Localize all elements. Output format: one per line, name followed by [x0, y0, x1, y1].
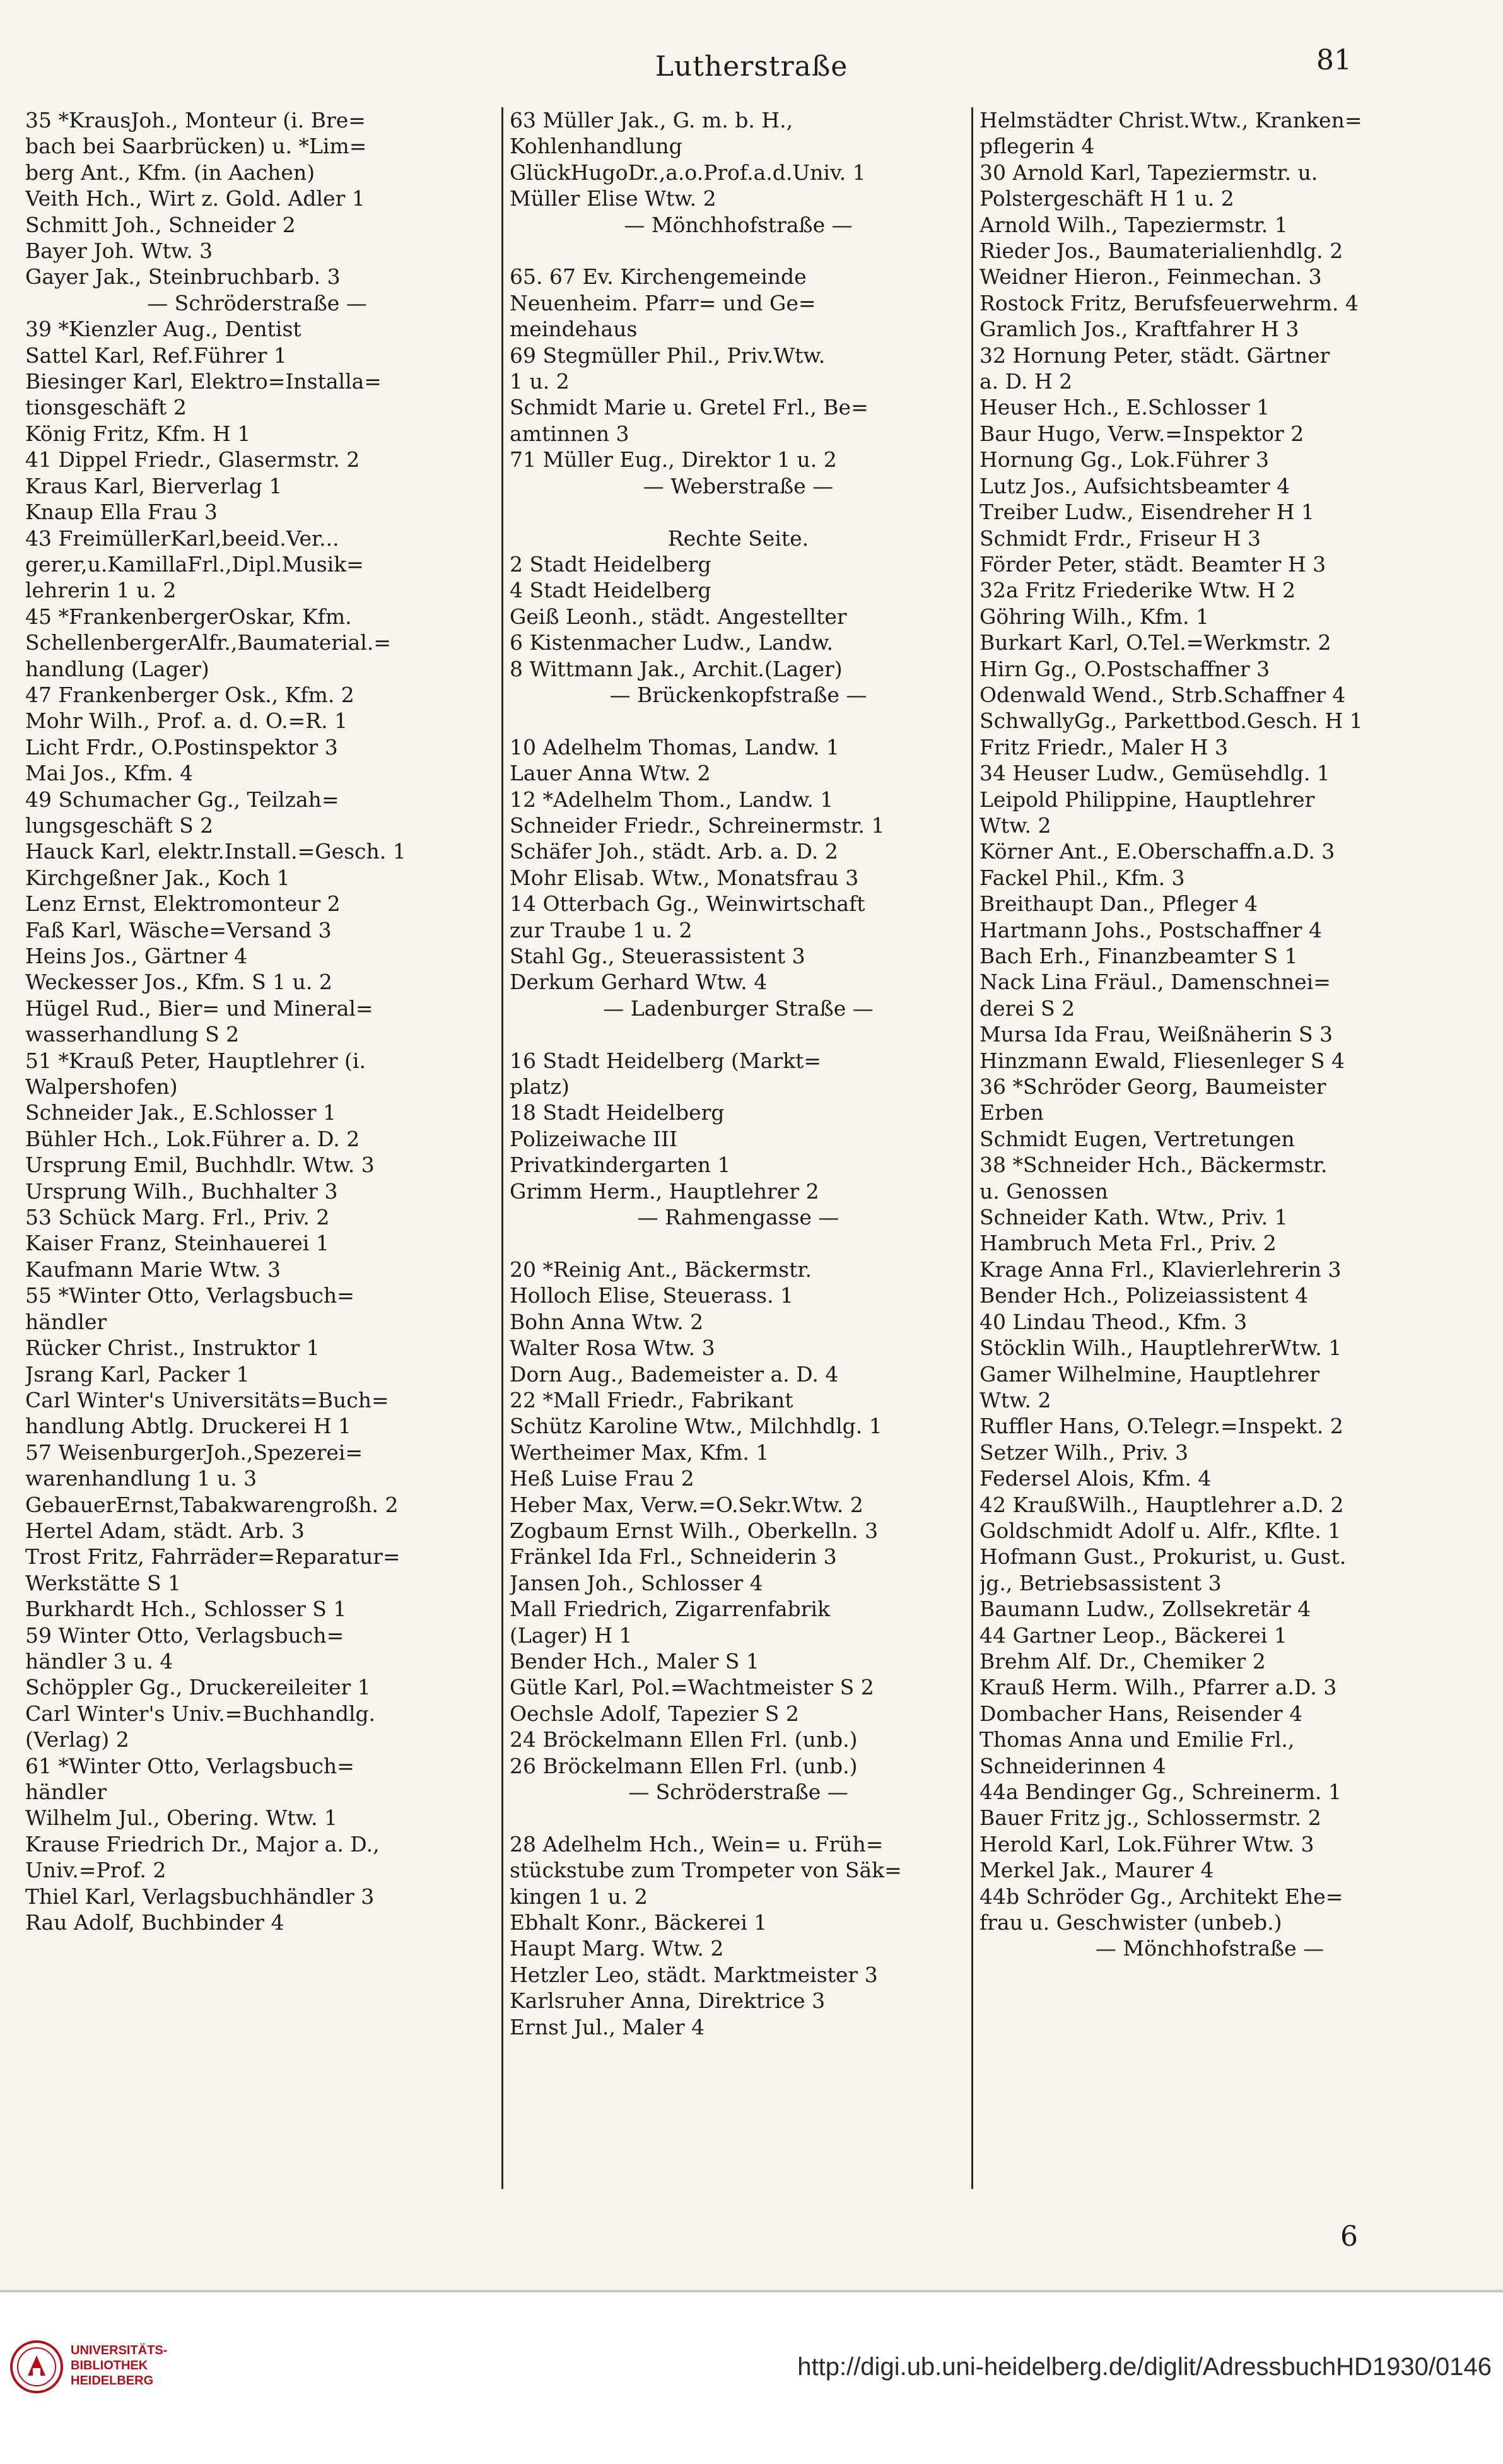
directory-entry: 40 Lindau Theod., Kfm. 3 — [980, 1309, 1248, 1334]
directory-entry: Wtw. 2 — [980, 1387, 1051, 1412]
directory-entry: Heuser Hch., E.Schlosser 1 — [980, 395, 1270, 420]
directory-entry: Burkart Karl, O.Tel.=Werkmstr. 2 — [980, 630, 1331, 655]
directory-entry: Wilhelm Jul., Obering. Wtw. 1 — [25, 1805, 337, 1831]
directory-entry: 18 Stadt Heidelberg — [510, 1100, 725, 1125]
directory-entry: Werkstätte S 1 — [25, 1570, 182, 1595]
directory-entry: Förder Peter, städt. Beamter H 3 — [980, 551, 1326, 577]
directory-entry: warenhandlung 1 u. 3 — [25, 1466, 257, 1491]
directory-entry: 30 Arnold Karl, Tapeziermstr. u. — [980, 160, 1318, 185]
directory-entry: pflegerin 4 — [980, 134, 1095, 159]
street-heading: — Mönchhofstraße — — [1095, 1936, 1325, 1961]
directory-entry: Leipold Philippine, Hauptlehrer — [980, 787, 1315, 812]
directory-entry: Geiß Leonh., städt. Angestellter — [510, 604, 847, 629]
directory-entry: Neuenheim. Pfarr= und Ge= — [510, 290, 816, 315]
directory-entry: 32 Hornung Peter, städt. Gärtner — [980, 343, 1330, 368]
directory-entry: Carl Winter's Universitäts=Buch= — [25, 1387, 389, 1412]
directory-entry: Lenz Ernst, Elektromonteur 2 — [25, 891, 341, 917]
directory-entry: Mohr Wilh., Prof. a. d. O.=R. 1 — [25, 708, 348, 734]
directory-entry: 12 *Adelhelm Thom., Landw. 1 — [510, 787, 834, 812]
directory-entry: Polizeiwache III — [510, 1126, 678, 1151]
directory-entry: König Fritz, Kfm. H 1 — [25, 421, 251, 446]
directory-entry: Fritz Friedr., Maler H 3 — [980, 734, 1228, 760]
directory-entry: 65. 67 Ev. Kirchengemeinde — [510, 264, 807, 290]
directory-entry: Ursprung Wilh., Buchhalter 3 — [25, 1178, 338, 1204]
street-heading: — Schröderstraße — — [628, 1780, 848, 1804]
directory-entry: 38 *Schneider Hch., Bäckermstr. — [980, 1153, 1328, 1178]
street-heading: — Brückenkopfstraße — — [609, 682, 867, 707]
directory-entry: 63 Müller Jak., G. m. b. H., — [510, 108, 793, 132]
directory-entry: 32a Fritz Friederike Wtw. H 2 — [980, 578, 1296, 603]
directory-entry: Hartmann Johs., Postschaffner 4 — [980, 917, 1322, 942]
directory-entry: Oechsle Adolf, Tapezier S 2 — [510, 1701, 799, 1726]
directory-entry: Rücker Christ., Instruktor 1 — [25, 1335, 320, 1361]
directory-entry: Schneider Friedr., Schreinermstr. 1 — [510, 813, 885, 838]
directory-entry: 49 Schumacher Gg., Teilzah= — [25, 787, 339, 812]
directory-entry: 39 *Kienzler Aug., Dentist — [25, 317, 301, 342]
directory-entry: Ernst Jul., Maler 4 — [510, 2014, 705, 2039]
directory-entry: kingen 1 u. 2 — [510, 1884, 648, 1909]
directory-entry: Hambruch Meta Frl., Priv. 2 — [980, 1231, 1277, 1256]
directory-column-middle — [501, 107, 967, 2189]
directory-entry: 69 Stegmüller Phil., Priv.Wtw. — [510, 343, 826, 368]
directory-entry: Baur Hugo, Verw.=Inspektor 2 — [980, 421, 1304, 446]
page-number: 81 — [1316, 44, 1352, 76]
directory-entry: Grimm Herm., Hauptlehrer 2 — [510, 1178, 819, 1204]
directory-entry: 2 Stadt Heidelberg — [510, 551, 711, 577]
directory-entry: Schmidt Marie u. Gretel Frl., Be= — [510, 395, 868, 420]
directory-entry: 51 *Krauß Peter, Hauptlehrer (i. — [25, 1048, 366, 1073]
directory-entry: derei S 2 — [980, 995, 1075, 1021]
directory-entry: gerer,u.KamillaFrl.,Dipl.Musik= — [25, 551, 364, 577]
directory-entry: Thomas Anna und Emilie Frl., — [980, 1727, 1295, 1752]
directory-entry: Holloch Elise, Steuerass. 1 — [510, 1283, 793, 1308]
directory-entry: Lauer Anna Wtw. 2 — [510, 761, 711, 786]
directory-entry: u. Genossen — [980, 1178, 1108, 1204]
directory-entry: Knaup Ella Frau 3 — [25, 500, 218, 525]
directory-entry: Dombacher Hans, Reisender 4 — [980, 1701, 1303, 1726]
directory-entry: Lutz Jos., Aufsichtsbeamter 4 — [980, 473, 1290, 498]
directory-entry: 55 *Winter Otto, Verlagsbuch= — [25, 1283, 354, 1308]
directory-entry: Treiber Ludw., Eisendreher H 1 — [980, 500, 1314, 525]
directory-entry: 24 Bröckelmann Ellen Frl. (unb.) — [510, 1727, 858, 1752]
directory-entry: Heins Jos., Gärtner 4 — [25, 944, 248, 968]
directory-entry: Rieder Jos., Baumaterialienhdlg. 2 — [980, 238, 1343, 264]
directory-entry: lehrerin 1 u. 2 — [25, 578, 177, 603]
digitization-url-link[interactable]: http://digi.ub.uni-heidelberg.de/diglit/AdressbuchHD1930/0146 — [797, 2353, 1492, 2381]
directory-entry: Rostock Fritz, Berufsfeuerwehrm. 4 — [980, 290, 1359, 315]
directory-entry: Bohn Anna Wtw. 2 — [510, 1309, 704, 1334]
directory-entry: jg., Betriebsassistent 3 — [980, 1570, 1222, 1595]
directory-entry: 44a Bendinger Gg., Schreinerm. 1 — [980, 1780, 1342, 1804]
directory-entry: Bender Hch., Maler S 1 — [510, 1648, 759, 1674]
directory-entry: Gamer Wilhelmine, Hauptlehrer — [980, 1361, 1320, 1387]
directory-entry: 41 Dippel Friedr., Glasermstr. 2 — [25, 447, 360, 472]
directory-entry: Brehm Alf. Dr., Chemiker 2 — [980, 1648, 1266, 1674]
directory-entry: Fränkel Ida Frl., Schneiderin 3 — [510, 1544, 837, 1569]
street-heading: — Schröderstraße — — [147, 290, 367, 315]
directory-entry: Setzer Wilh., Priv. 3 — [980, 1440, 1188, 1465]
directory-entry: 14 Otterbach Gg., Weinwirtschaft — [510, 891, 865, 917]
directory-entry: a. D. H 2 — [980, 369, 1073, 394]
directory-entry: Univ.=Prof. 2 — [25, 1858, 167, 1883]
directory-entry: Heber Max, Verw.=O.Sekr.Wtw. 2 — [510, 1492, 863, 1517]
directory-entry: Schmidt Eugen, Vertretungen — [980, 1126, 1295, 1151]
directory-entry: bach bei Saarbrücken) u. *Lim= — [25, 134, 367, 159]
running-title: Lutherstraße — [655, 50, 848, 83]
directory-entry: Hornung Gg., Lok.Führer 3 — [980, 447, 1269, 472]
directory-entry: Kraus Karl, Bierverlag 1 — [25, 473, 283, 498]
directory-entry: Thiel Karl, Verlagsbuchhändler 3 — [25, 1884, 375, 1909]
directory-entry: 28 Adelhelm Hch., Wein= u. Früh= — [510, 1831, 884, 1857]
directory-entry: Herold Karl, Lok.Führer Wtw. 3 — [980, 1831, 1314, 1857]
directory-entry: Hetzler Leo, städt. Marktmeister 3 — [510, 1962, 878, 1987]
directory-entry: Trost Fritz, Fahrräder=Reparatur= — [25, 1544, 401, 1569]
directory-entry: Körner Ant., E.Oberschaffn.a.D. 3 — [980, 839, 1335, 864]
directory-entry: 8 Wittmann Jak., Archit.(Lager) — [510, 656, 843, 681]
directory-entry: tionsgeschäft 2 — [25, 395, 187, 420]
directory-entry: Jsrang Karl, Packer 1 — [25, 1361, 250, 1387]
directory-entry: Rau Adolf, Buchbinder 4 — [25, 1910, 284, 1935]
directory-entry: Weidner Hieron., Feinmechan. 3 — [980, 264, 1322, 290]
directory-columns — [25, 107, 1438, 2189]
directory-entry: Privatkindergarten 1 — [510, 1153, 731, 1178]
directory-column-left — [25, 107, 489, 2189]
directory-entry: Bayer Joh. Wtw. 3 — [25, 238, 213, 264]
directory-entry: Biesinger Karl, Elektro=Installa= — [25, 369, 382, 394]
directory-entry: Ruffler Hans, O.Telegr.=Inspekt. 2 — [980, 1414, 1343, 1439]
sheet-signature-number: 6 — [1340, 2221, 1358, 2253]
directory-entry: 53 Schück Marg. Frl., Priv. 2 — [25, 1205, 330, 1230]
directory-entry: platz) — [510, 1074, 570, 1100]
directory-entry: Müller Elise Wtw. 2 — [510, 186, 716, 211]
street-heading: — Rahmengasse — — [637, 1205, 839, 1230]
directory-entry: Federsel Alois, Kfm. 4 — [980, 1466, 1212, 1491]
directory-entry: SchwallyGg., Parkettbod.Gesch. H 1 — [980, 708, 1363, 734]
directory-entry: 6 Kistenmacher Ludw., Landw. — [510, 630, 834, 655]
directory-entry: Sattel Karl, Ref.Führer 1 — [25, 343, 287, 368]
directory-entry: Ebhalt Konr., Bäckerei 1 — [510, 1910, 768, 1935]
directory-entry: Karlsruher Anna, Direktrice 3 — [510, 1988, 826, 2014]
directory-entry: Schmidt Frdr., Friseur H 3 — [980, 525, 1261, 551]
directory-entry: Haupt Marg. Wtw. 2 — [510, 1936, 724, 1961]
directory-entry: Odenwald Wend., Strb.Schaffner 4 — [980, 682, 1346, 707]
directory-entry: 16 Stadt Heidelberg (Markt= — [510, 1048, 822, 1073]
directory-entry: 47 Frankenberger Osk., Kfm. 2 — [25, 682, 354, 707]
directory-entry: Kohlenhandlung — [510, 134, 682, 159]
directory-entry: Kaiser Franz, Steinhauerei 1 — [25, 1231, 329, 1256]
directory-entry: Hügel Rud., Bier= und Mineral= — [25, 995, 373, 1021]
directory-entry: Helmstädter Christ.Wtw., Kranken= — [980, 108, 1362, 132]
directory-entry: Baumann Ludw., Zollsekretär 4 — [980, 1597, 1311, 1622]
directory-entry: 43 FreimüllerKarl,beeid.Ver... — [25, 525, 339, 551]
directory-entry: Wtw. 2 — [980, 813, 1051, 838]
directory-entry: Breithaupt Dan., Pfleger 4 — [980, 891, 1258, 917]
directory-entry: Schneider Kath. Wtw., Priv. 1 — [980, 1205, 1288, 1230]
directory-entry: lungsgeschäft S 2 — [25, 813, 214, 838]
directory-entry: Schneider Jak., E.Schlosser 1 — [25, 1100, 336, 1125]
directory-entry — [510, 708, 967, 734]
directory-entry: Stöcklin Wilh., HauptlehrerWtw. 1 — [980, 1335, 1342, 1361]
directory-entry: Hofmann Gust., Prokurist, u. Gust. — [980, 1544, 1347, 1569]
directory-entry: meindehaus — [510, 317, 638, 342]
directory-entry: 1 u. 2 — [510, 369, 570, 394]
directory-entry: handlung Abtlg. Druckerei H 1 — [25, 1414, 351, 1439]
directory-entry: Mursa Ida Frau, Weißnäherin S 3 — [980, 1022, 1333, 1047]
directory-entry: Hertel Adam, städt. Arb. 3 — [25, 1518, 305, 1543]
directory-entry: Derkum Gerhard Wtw. 4 — [510, 970, 768, 995]
directory-entry: Dorn Aug., Bademeister a. D. 4 — [510, 1361, 839, 1387]
directory-entry: 36 *Schröder Georg, Baumeister — [980, 1074, 1326, 1100]
directory-entry: Licht Frdr., O.Postinspektor 3 — [25, 734, 338, 760]
directory-entry: Weckesser Jos., Kfm. S 1 u. 2 — [25, 970, 332, 995]
directory-entry: 10 Adelhelm Thomas, Landw. 1 — [510, 734, 839, 760]
directory-entry: Hauck Karl, elektr.Install.=Gesch. 1 — [25, 839, 406, 864]
directory-entry: händler — [25, 1780, 107, 1804]
directory-entry: Erben — [980, 1100, 1044, 1125]
directory-entry: 44 Gartner Leop., Bäckerei 1 — [980, 1622, 1287, 1648]
directory-entry: 22 *Mall Friedr., Fabrikant — [510, 1387, 793, 1412]
directory-entry: berg Ant., Kfm. (in Aachen) — [25, 160, 315, 185]
directory-entry: Goldschmidt Adolf u. Alfr., Kfltе. 1 — [980, 1518, 1342, 1543]
directory-entry: Walpershofen) — [25, 1074, 178, 1100]
directory-entry: Nack Lina Fräul., Damenschnei= — [980, 970, 1331, 995]
directory-entry: 42 KraußWilh., Hauptlehrer a.D. 2 — [980, 1492, 1344, 1517]
directory-entry: Krause Friedrich Dr., Major a. D., — [25, 1831, 380, 1857]
directory-entry: GlückHugoDr.,a.o.Prof.a.d.Univ. 1 — [510, 160, 866, 185]
directory-entry: 20 *Reinig Ant., Bäckermstr. — [510, 1257, 812, 1282]
directory-entry: Burkhardt Hch., Schlosser S 1 — [25, 1597, 347, 1622]
directory-entry: 61 *Winter Otto, Verlagsbuch= — [25, 1753, 354, 1778]
directory-entry: GebauerErnst,Tabakwarengroßh. 2 — [25, 1492, 399, 1517]
directory-entry — [510, 1805, 967, 1831]
directory-entry: Faß Karl, Wäsche=Versand 3 — [25, 917, 332, 942]
directory-entry: stückstube zum Trompeter von Säk= — [510, 1858, 902, 1883]
footer-divider — [0, 2290, 1503, 2292]
directory-entry: Stahl Gg., Steuerassistent 3 — [510, 944, 805, 968]
directory-entry: Gramlich Jos., Kraftfahrer H 3 — [980, 317, 1299, 342]
directory-entry — [510, 1230, 967, 1256]
directory-entry: Bühler Hch., Lok.Führer a. D. 2 — [25, 1126, 360, 1151]
directory-entry: Carl Winter's Univ.=Buchhandlg. — [25, 1701, 376, 1726]
directory-entry: zur Traube 1 u. 2 — [510, 917, 693, 942]
directory-entry: Mai Jos., Kfm. 4 — [25, 761, 194, 786]
street-heading: — Mönchhofstraße — — [624, 212, 853, 237]
directory-entry: Schmitt Joh., Schneider 2 — [25, 212, 296, 237]
directory-entry: Walter Rosa Wtw. 3 — [510, 1335, 715, 1361]
directory-entry: Heß Luise Frau 2 — [510, 1466, 694, 1491]
directory-entry: 34 Heuser Ludw., Gemüsehdlg. 1 — [980, 761, 1330, 786]
directory-entry: Jansen Joh., Schlosser 4 — [510, 1570, 763, 1595]
directory-entry: händler — [25, 1309, 107, 1334]
directory-entry: 71 Müller Eug., Direktor 1 u. 2 — [510, 447, 837, 472]
directory-entry: Mall Friedrich, Zigarrenfabrik — [510, 1597, 830, 1622]
directory-entry: Polstergeschäft H 1 u. 2 — [980, 186, 1234, 211]
directory-entry: Schütz Karoline Wtw., Milchhdlg. 1 — [510, 1414, 882, 1439]
directory-entry: amtinnen 3 — [510, 421, 629, 446]
directory-entry: Wertheimer Max, Kfm. 1 — [510, 1440, 769, 1465]
directory-entry: Bauer Fritz jg., Schlossermstr. 2 — [980, 1805, 1321, 1831]
directory-entry: Arnold Wilh., Tapeziermstr. 1 — [980, 212, 1288, 237]
directory-entry: Mohr Elisab. Wtw., Monatsfrau 3 — [510, 865, 859, 890]
directory-entry: 45 *FrankenbergerOskar, Kfm. — [25, 604, 352, 629]
directory-entry: Krage Anna Frl., Klavierlehrerin 3 — [980, 1257, 1342, 1282]
directory-entry: Rechte Seite. — [667, 525, 809, 551]
directory-entry: Gütle Karl, Pol.=Wachtmeister S 2 — [510, 1675, 874, 1700]
directory-entry — [510, 1021, 967, 1047]
directory-entry: Schöppler Gg., Druckereileiter 1 — [25, 1675, 371, 1700]
directory-entry: SchellenbergerAlfr.,Baumaterial.= — [25, 630, 391, 655]
directory-column-right — [971, 107, 1440, 2189]
university-library-seal-icon — [9, 2339, 64, 2395]
directory-entry: Kaufmann Marie Wtw. 3 — [25, 1257, 281, 1282]
directory-entry: Merkel Jak., Maurer 4 — [980, 1858, 1214, 1883]
directory-entry: frau u. Geschwister (unbeb.) — [980, 1910, 1282, 1935]
directory-entry: Veith Hch., Wirt z. Gold. Adler 1 — [25, 186, 365, 211]
directory-entry: (Verlag) 2 — [25, 1727, 129, 1752]
directory-entry: Göhring Wilh., Kfm. 1 — [980, 604, 1209, 629]
directory-entry: Hirn Gg., O.Postschaffner 3 — [980, 656, 1270, 681]
directory-entry: Zogbaum Ernst Wilh., Oberkelln. 3 — [510, 1518, 879, 1543]
directory-entry: handlung (Lager) — [25, 656, 209, 681]
directory-entry: Hinzmann Ewald, Fliesenleger S 4 — [980, 1048, 1345, 1073]
directory-entry: Schäfer Joh., städt. Arb. a. D. 2 — [510, 839, 838, 864]
directory-entry: Krauß Herm. Wilh., Pfarrer a.D. 3 — [980, 1675, 1337, 1700]
directory-entry: 35 *KrausJoh., Monteur (i. Bre= — [25, 108, 366, 132]
directory-entry: 59 Winter Otto, Verlagsbuch= — [25, 1622, 344, 1648]
directory-entry: Ursprung Emil, Buchhdlr. Wtw. 3 — [25, 1153, 375, 1178]
page-header — [0, 38, 1503, 95]
directory-entry: 4 Stadt Heidelberg — [510, 578, 711, 603]
library-logo-text: UNIVERSITÄTS- BIBLIOTHEK HEIDELBERG — [71, 2344, 168, 2388]
directory-entry: 44b Schröder Gg., Architekt Ehe= — [980, 1884, 1343, 1909]
digitization-footer — [0, 2290, 1503, 2464]
street-heading: — Weberstraße — — [643, 473, 834, 498]
street-heading: — Ladenburger Straße — — [603, 995, 874, 1021]
directory-entry: händler 3 u. 4 — [25, 1648, 173, 1674]
directory-entry — [510, 238, 967, 264]
directory-entry: (Lager) H 1 — [510, 1622, 633, 1648]
directory-entry: Schneiderinnen 4 — [980, 1753, 1166, 1778]
directory-entry: Fackel Phil., Kfm. 3 — [980, 865, 1185, 890]
directory-entry: Bach Erh., Finanzbeamter S 1 — [980, 944, 1298, 968]
directory-entry: 26 Bröckelmann Ellen Frl. (unb.) — [510, 1753, 858, 1778]
directory-entry: Gayer Jak., Steinbruchbarb. 3 — [25, 264, 341, 290]
directory-entry: wasserhandlung S 2 — [25, 1022, 240, 1047]
directory-entry: Bender Hch., Polizeiassistent 4 — [980, 1283, 1309, 1308]
directory-entry: 57 WeisenburgerJoh.,Spezerei= — [25, 1440, 363, 1465]
directory-entry: Kirchgeßner Jak., Koch 1 — [25, 865, 290, 890]
directory-entry — [510, 499, 967, 525]
